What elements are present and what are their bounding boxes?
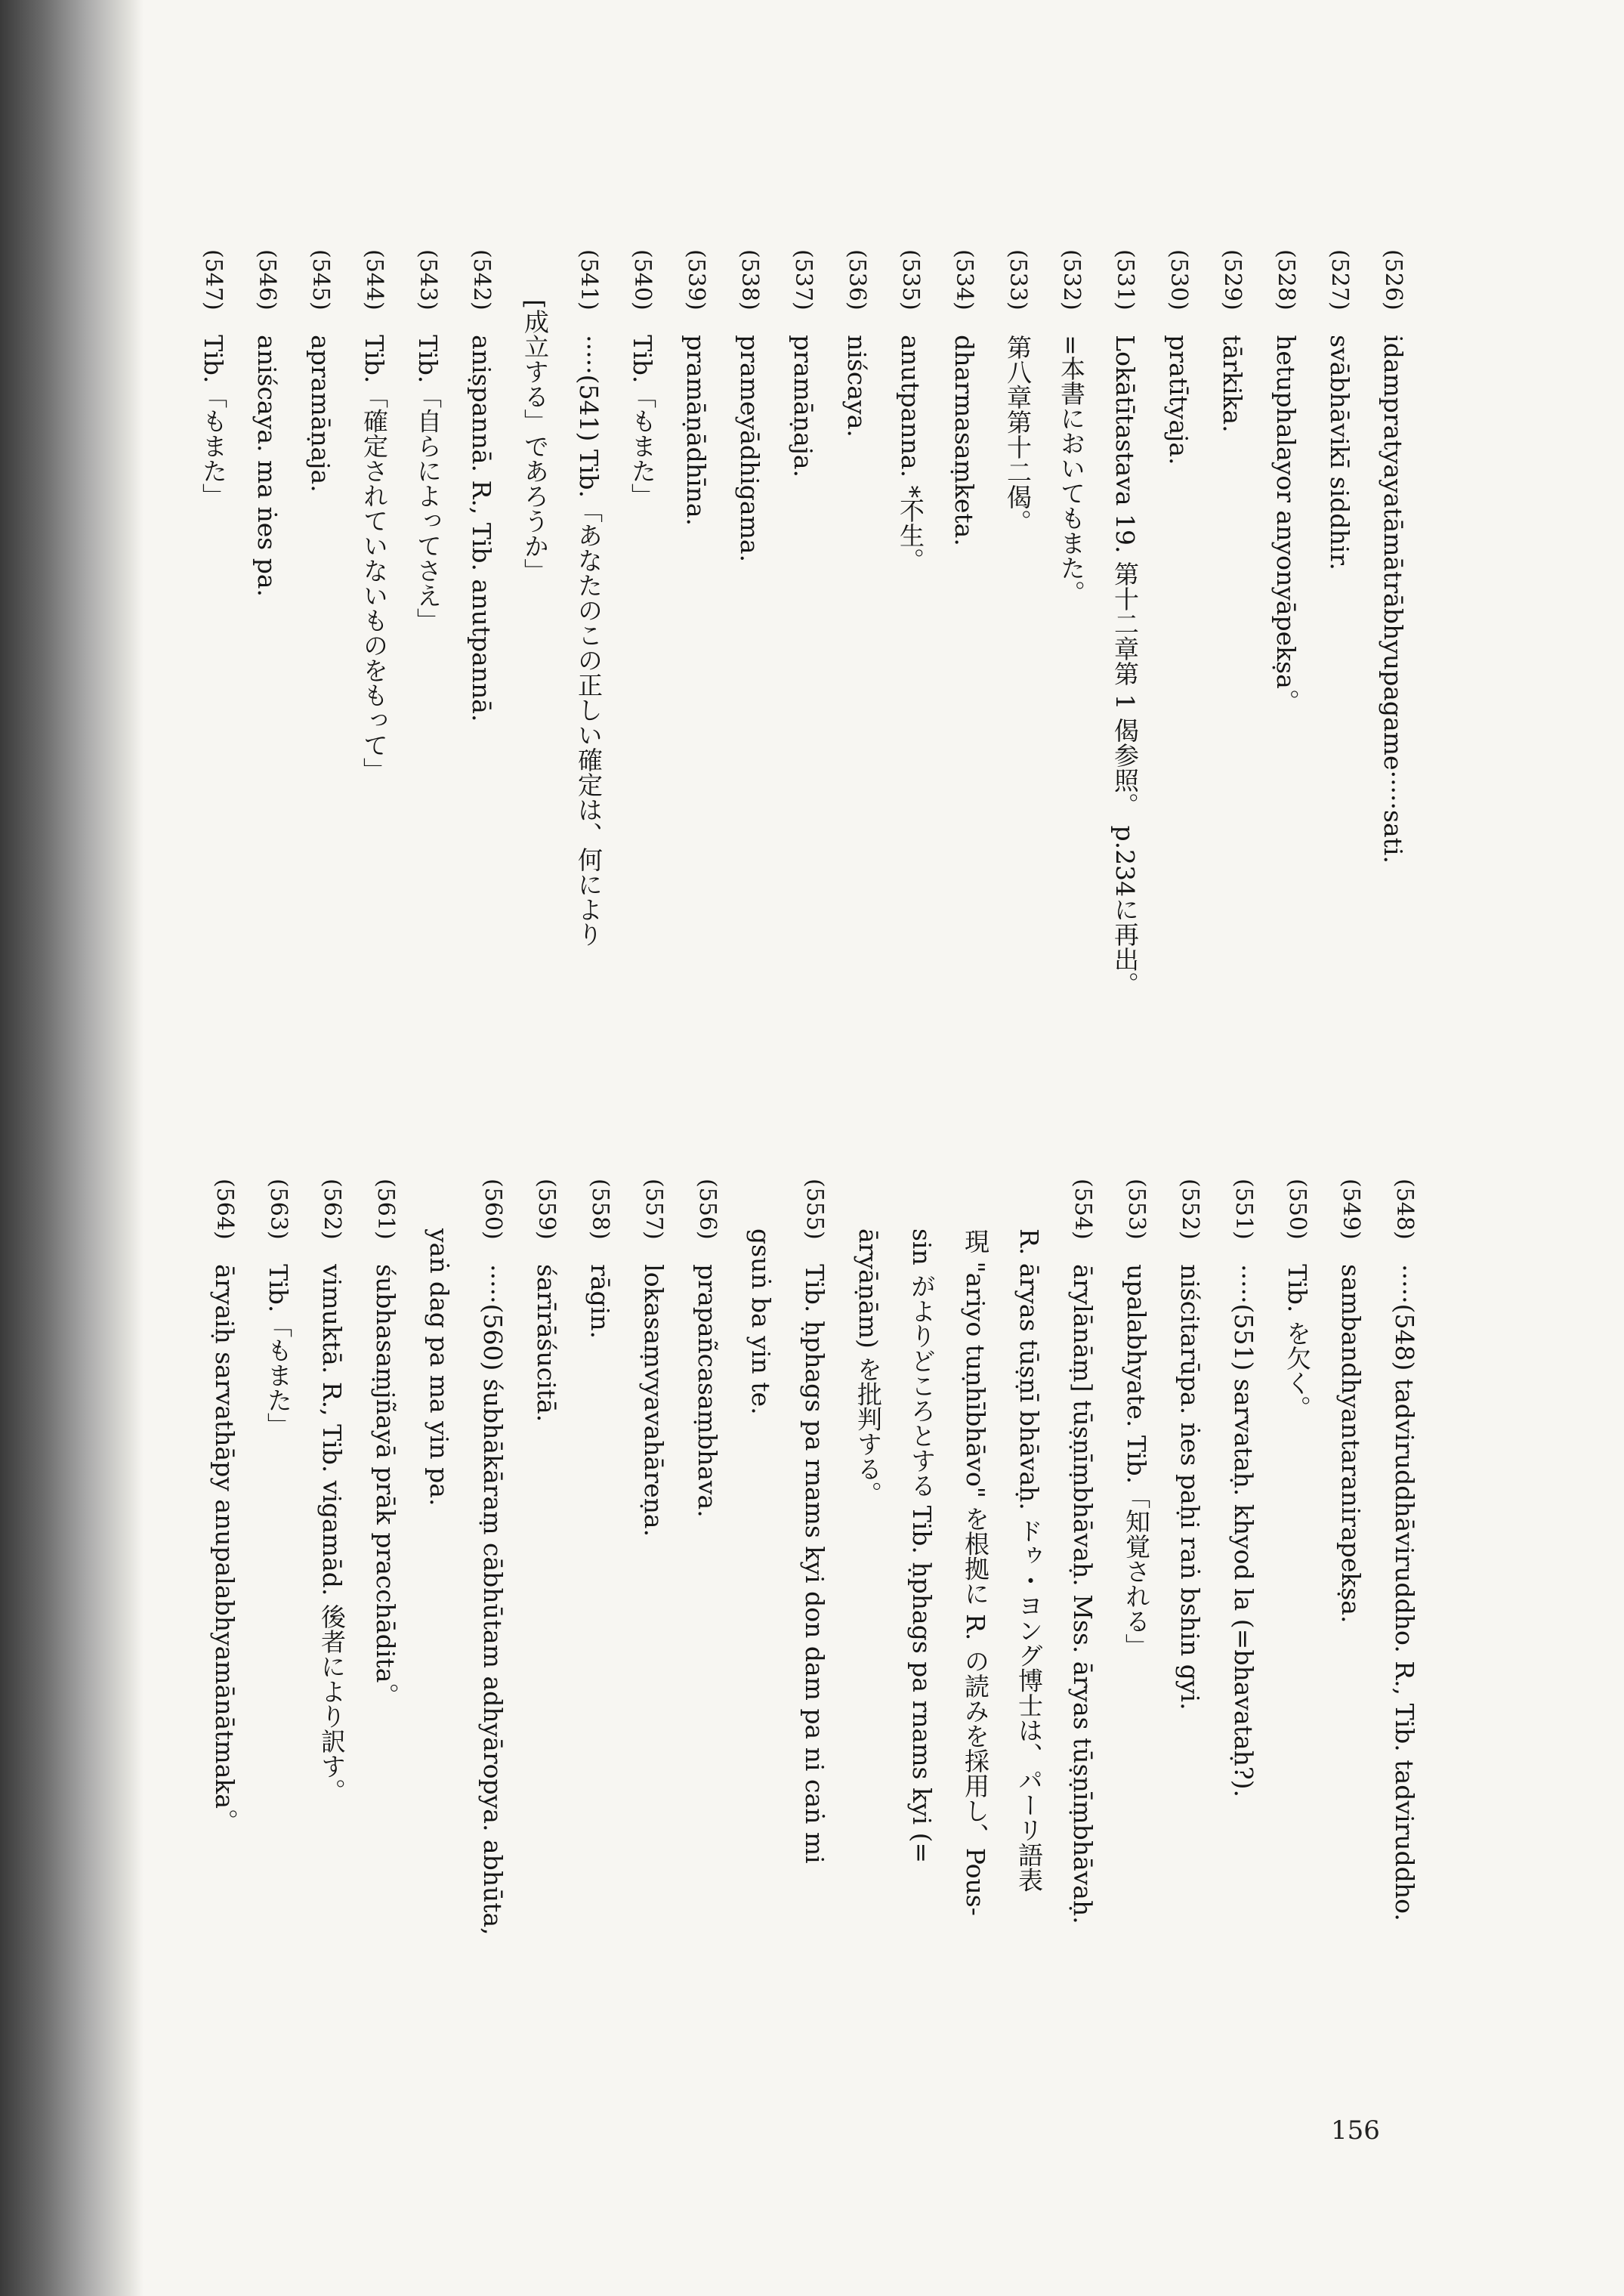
footnote bbox=[627, 1179, 681, 2085]
footnote-text: lokasaṃvyavahāreṇa. bbox=[639, 1256, 668, 1537]
footnote-number: (537) bbox=[790, 249, 817, 311]
footnote-number: (556) bbox=[694, 1179, 721, 1240]
footnote-text: sambandhyantaranirapekṣa. bbox=[1336, 1256, 1366, 1624]
footnote-text: Tib.「もまた」 bbox=[199, 326, 228, 508]
footnote bbox=[991, 249, 1045, 1209]
footnote-text: pratītyaja. bbox=[1164, 326, 1193, 465]
footnote-text: Tib.「もまた」 bbox=[628, 326, 657, 508]
footnote-number: (553) bbox=[1123, 1179, 1150, 1240]
footnote-number: (529) bbox=[1219, 249, 1246, 311]
footnote bbox=[347, 249, 401, 1209]
footnote-number: (541) bbox=[576, 249, 602, 311]
footnote-number: (534) bbox=[951, 249, 977, 311]
footnote bbox=[1324, 1179, 1378, 2085]
footnotes-right-column bbox=[210, 1179, 1431, 2085]
footnote-text: śubhasaṃjñayā prāk pracchādita。 bbox=[371, 1256, 400, 1708]
footnote bbox=[240, 249, 294, 1209]
footnote bbox=[937, 249, 991, 1209]
footnote bbox=[1270, 1179, 1324, 2085]
footnote bbox=[1045, 249, 1098, 1209]
footnote-text: prameyādhigama. bbox=[735, 326, 764, 563]
footnote bbox=[681, 1179, 734, 2085]
footnote bbox=[1313, 249, 1366, 1209]
footnote-text: Lokātītastava 19. 第十二章第 1 偈参照。 p.234に再出。 bbox=[1110, 326, 1140, 997]
footnote-number: (539) bbox=[683, 249, 709, 311]
footnote-text: upalabhyate. Tib.「知覚される」 bbox=[1122, 1256, 1151, 1659]
footnote-number: (543) bbox=[415, 249, 441, 311]
footnote-number: (561) bbox=[372, 1179, 399, 1240]
footnote bbox=[884, 249, 937, 1209]
footnote-continuation: āryāṇām) を批判する。 bbox=[854, 1179, 883, 1506]
footnote-number: (549) bbox=[1338, 1179, 1364, 1240]
footnote-number: (564) bbox=[211, 1179, 238, 1240]
footnote-continuation: gsuṅ ba yin te. bbox=[746, 1179, 776, 1415]
footnote-number: (536) bbox=[844, 249, 870, 311]
footnote-text: ārylānāṃ] tūṣṇīṃbhāvaḥ. Mss. āryas tūṣṇīṃbhāvaḥ. bbox=[1068, 1256, 1098, 1924]
footnote-number: (559) bbox=[533, 1179, 560, 1240]
footnote-text: anutpanna. *不生。 bbox=[896, 326, 925, 573]
footnote-number: (560) bbox=[480, 1179, 506, 1240]
footnote-number: (551) bbox=[1230, 1179, 1257, 1240]
footnote bbox=[830, 249, 884, 1209]
footnote-number: (538) bbox=[736, 249, 763, 311]
page-number: 156 bbox=[1331, 2115, 1380, 2146]
footnote bbox=[198, 1179, 252, 2085]
footnote bbox=[401, 249, 455, 1209]
footnote bbox=[1206, 249, 1259, 1209]
footnote bbox=[1259, 249, 1313, 1209]
footnote-number: (547) bbox=[200, 249, 227, 311]
footnote bbox=[723, 249, 776, 1209]
footnote-text: hetuphalayor anyonyāpekṣa。 bbox=[1271, 326, 1301, 714]
footnote bbox=[305, 1179, 359, 2085]
footnote bbox=[616, 249, 669, 1209]
footnote-text: ·····(551) sarvataḥ. khyod la (=bhavataḥ?). bbox=[1229, 1256, 1258, 1797]
footnote-number: (554) bbox=[1070, 1179, 1096, 1240]
footnote bbox=[520, 1179, 573, 2085]
footnote bbox=[669, 249, 723, 1209]
footnote-text: Tib.「もまた」 bbox=[264, 1256, 293, 1438]
footnote-number: (545) bbox=[307, 249, 334, 311]
footnote-number: (558) bbox=[587, 1179, 613, 1240]
footnote-text: ·····(560) śubhākāraṃ cābhūtam adhyāropya. abhūta, bbox=[478, 1256, 508, 1936]
footnote bbox=[776, 249, 830, 1209]
footnote-text: ·····(541) Tib.「あなたのこの正しい確定は、何により bbox=[574, 326, 604, 947]
footnote-number: (550) bbox=[1284, 1179, 1311, 1240]
footnote bbox=[1378, 1179, 1431, 2085]
footnote-text: aniścaya. ma ṅes pa. bbox=[252, 326, 282, 597]
footnote-continuation: 現 "ariyo tuṇhībhāvo" を根拠に R. の読みを採用し、Pous- bbox=[961, 1179, 990, 1916]
footnote-text: Tib. を欠く。 bbox=[1283, 1256, 1312, 1420]
footnote-text: dharmasaṃketa. bbox=[949, 326, 979, 546]
footnote-text: vimuktā. R., Tib. vigamād. 後者により訳す。 bbox=[317, 1256, 347, 1803]
footnote-text: apramāṇaja. bbox=[306, 326, 335, 493]
footnote bbox=[455, 249, 508, 1209]
footnote-continuation: R. āryas tūṣṇī bhāvaḥ. ドゥ・ヨング博士は、パーリ語表 bbox=[1014, 1179, 1044, 1893]
footnote-number: (528) bbox=[1273, 249, 1299, 311]
footnote bbox=[1098, 249, 1152, 1209]
footnote-continuation: sin がよりどころとする Tib. ḥphags pa rnams kyi (= bbox=[907, 1179, 937, 1864]
footnote-number: (533) bbox=[1005, 249, 1031, 311]
footnote bbox=[294, 249, 347, 1209]
footnote-text: āryaiḥ sarvathāpy anupalabhyamānātmaka。 bbox=[210, 1256, 239, 1834]
footnote-number: (526) bbox=[1380, 249, 1406, 311]
footnote-text: śarīrāśucitā. bbox=[532, 1256, 561, 1423]
footnote bbox=[1152, 249, 1206, 1209]
footnote bbox=[1110, 1179, 1163, 2085]
footnote bbox=[1056, 1179, 1110, 2085]
footnote bbox=[359, 1179, 412, 2085]
footnote-number: (542) bbox=[468, 249, 495, 311]
footnote-number: (557) bbox=[641, 1179, 667, 1240]
footnote bbox=[1366, 249, 1420, 1209]
footnote-number: (546) bbox=[254, 249, 280, 311]
footnote-text: tārkika. bbox=[1218, 326, 1247, 433]
footnote-continuation: [成立する」であろうか」 bbox=[520, 249, 550, 583]
footnote-text: niścaya. bbox=[842, 326, 872, 437]
footnote bbox=[1163, 1179, 1217, 2085]
footnote-text: Tib.「自らによってさえ」 bbox=[413, 326, 443, 633]
footnote-text: aniṣpannā. R., Tib. anutpannā. bbox=[467, 326, 496, 722]
footnote-number: (563) bbox=[265, 1179, 292, 1240]
footnote-text: prapañcasaṃbhava. bbox=[693, 1256, 722, 1518]
footnote bbox=[562, 249, 616, 1209]
footnote-number: (562) bbox=[319, 1179, 345, 1240]
footnote-number: (548) bbox=[1391, 1179, 1418, 1240]
footnote-text: pramāṇādhīna. bbox=[681, 326, 711, 526]
footnote bbox=[252, 1179, 305, 2085]
footnote-number: (535) bbox=[897, 249, 924, 311]
footnote-text: Tib.「確定されていないものをもって」 bbox=[360, 326, 389, 783]
footnote-text: niścitarūpa. ṅes paḥi raṅ bshin gyi. bbox=[1175, 1256, 1205, 1710]
footnote-text: 第八章第十二偈。 bbox=[1003, 326, 1033, 535]
footnote bbox=[573, 1179, 627, 2085]
footnote-number: (555) bbox=[801, 1179, 828, 1240]
footnote-number: (540) bbox=[629, 249, 656, 311]
binding-shadow bbox=[0, 0, 144, 2296]
footnote bbox=[788, 1179, 841, 2085]
footnote-number: (531) bbox=[1112, 249, 1138, 311]
footnote bbox=[1217, 1179, 1270, 2085]
footnote-number: (527) bbox=[1326, 249, 1353, 311]
footnote-continuation: yaṅ dag pa ma yin pa. bbox=[425, 1179, 454, 1506]
footnote bbox=[466, 1179, 520, 2085]
footnote-text: svābhāvikī siddhir. bbox=[1325, 326, 1354, 570]
footnote-number: (544) bbox=[361, 249, 387, 311]
footnote-text: pramāṇaja. bbox=[789, 326, 818, 478]
footnote bbox=[187, 249, 240, 1209]
footnote-text: Tib. ḥphags pa rnams kyi don dam pa ni caṅ mi bbox=[800, 1256, 829, 1864]
footnote-number: (530) bbox=[1166, 249, 1192, 311]
footnote-text: ·····(548) tadviruddhāviruddho. R., Tib. tadviruddho. bbox=[1390, 1256, 1419, 1921]
footnote-number: (552) bbox=[1177, 1179, 1203, 1240]
footnote-number: (532) bbox=[1058, 249, 1085, 311]
footnotes-left-column bbox=[181, 249, 1420, 1209]
footnote-text: idampratyayatāmātrābhyupagame·····sati. bbox=[1379, 326, 1408, 864]
footnote-text: rāgin. bbox=[585, 1256, 615, 1340]
footnote-text: =本書においてもまた。 bbox=[1057, 326, 1086, 605]
